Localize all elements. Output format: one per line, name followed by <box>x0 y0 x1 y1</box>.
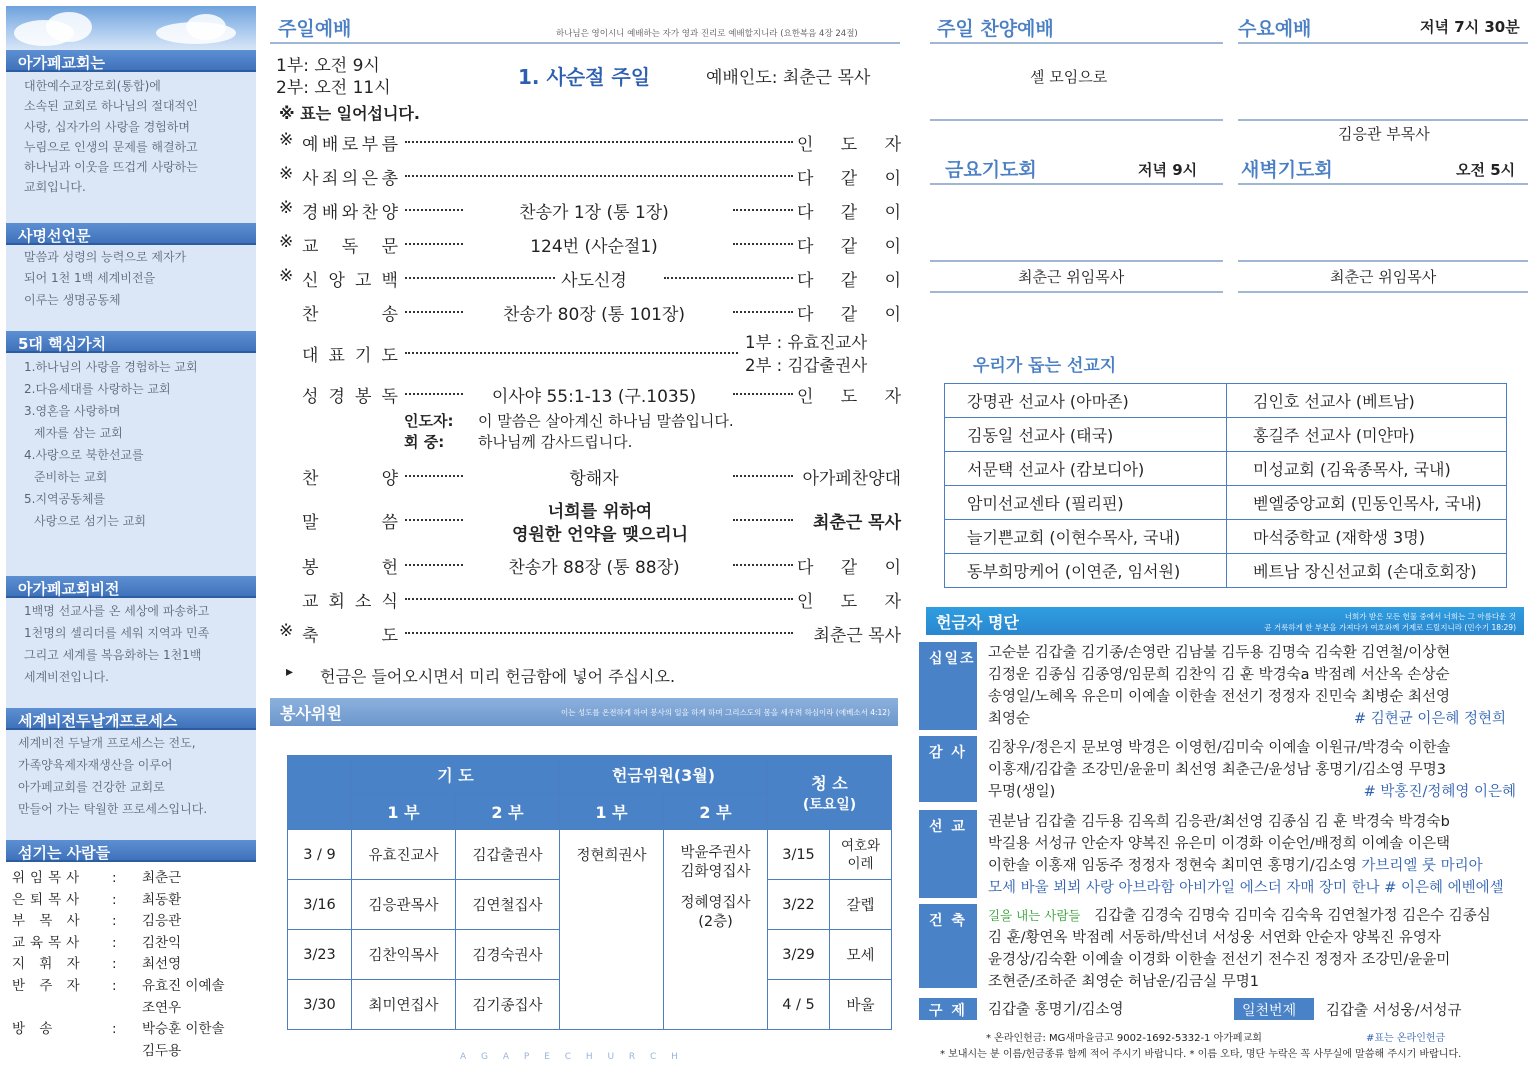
service-title: 봉사위원 <box>280 704 342 723</box>
dot-leader <box>405 632 793 634</box>
order-item-detail: 이사야 55:1-13 (구.1035) <box>491 387 697 407</box>
stand-mark-icon: ※ <box>279 130 294 150</box>
givers-verse-2: 곧 거룩하게 한 부분을 가져다가 여호와께 거제로 드릴지니라 (민수기 18:29) <box>1264 623 1516 632</box>
divider <box>930 42 1223 44</box>
about-section <box>6 50 256 198</box>
dot-leader <box>405 277 555 279</box>
order-item-name: 신 앙 고 백 <box>302 271 398 291</box>
dawn-title: 새벽기도회 <box>1241 159 1333 181</box>
wed-title: 수요예배 <box>1238 18 1312 40</box>
worship-leader: 예배인도: 최춘근 목사 <box>706 68 871 88</box>
people-title: 섬기는 사람들 <box>6 840 256 862</box>
dot-leader <box>733 393 793 395</box>
givers-verse-1: 너희가 받은 모든 헌물 중에서 너희는 그 아름다운 것 <box>1344 612 1516 621</box>
tithe-list: 고순분 김갑출 김기종/손영란 김남불 김두용 김명숙 김숙환 김연철/이상현 김정운 김종심 김종영/임문희 김찬익 김 훈 박경숙a 박점례 서산옥 손상순 송영일/노혜옥 유은미 이예솔 이한솔 전선기 정정자 진민숙 최병순 최선영 최영순 # 김현균 이은혜 정현희 <box>988 645 1506 727</box>
header-prayer: 기 도 <box>352 756 560 794</box>
praise-title: 주일 찬양예배 <box>937 18 1054 40</box>
dot-leader <box>405 209 463 211</box>
dot-leader <box>733 243 793 245</box>
order-item-role: 아가페찬양대 <box>802 469 901 489</box>
dot-leader <box>405 519 463 521</box>
people-row: 방 송 : 박승훈 이한솔 <box>12 1021 225 1038</box>
online-mark-note: #표는 온라인헌금 <box>1366 1033 1446 1044</box>
sermon-title-2: 영원한 언약을 맺으리니 <box>511 525 689 545</box>
wed-time: 저녁 7시 30분 <box>1420 18 1520 36</box>
dot-leader <box>405 311 463 313</box>
missions-table <box>944 383 1507 588</box>
divider <box>930 183 1223 185</box>
offering-note: 헌금은 들어오시면서 미리 헌금함에 넣어 주십시오. <box>320 667 676 686</box>
order-item-name: 말 씀 <box>302 513 398 533</box>
table-row: 3/23 김찬익목사 김경숙권사 3/29 모세 <box>288 930 892 980</box>
divider <box>1238 183 1528 185</box>
dot-leader <box>405 598 793 600</box>
service-table <box>287 755 892 1030</box>
dot-leader <box>733 311 793 313</box>
divider <box>1238 260 1528 262</box>
table-row: 3/16 김응관목사 김연철집사 3/22 갈렙 <box>288 880 892 930</box>
stand-mark-icon: ※ <box>279 266 294 286</box>
order-item-name: 경 배 와 찬 양 <box>302 203 398 223</box>
table-row: 암미선교센타 (필리핀) 벧엘중앙교회 (민동인목사, 국내) <box>945 486 1507 520</box>
order-item-role: 다 같 이 <box>797 271 901 291</box>
people-row: 조연우 <box>142 999 182 1016</box>
order-item-name: 찬 양 <box>302 469 398 489</box>
dawn-time: 오전 5시 <box>1456 161 1516 179</box>
dot-leader <box>733 564 793 566</box>
divider <box>270 42 900 44</box>
people-row: 지 휘 자 : 최선영 <box>12 956 182 973</box>
people-row: 위임목사 : 최춘근 <box>12 870 182 886</box>
time-first: 1부: 오전 9시 <box>276 56 380 76</box>
dot-leader <box>405 352 738 354</box>
reading-cong-text: 하나님께 감사드립니다. <box>478 433 633 451</box>
order-item-role: 다 같 이 <box>797 237 901 257</box>
stand-mark-icon: ※ <box>279 164 294 184</box>
order-item-name: 교 회 소 식 <box>302 592 398 612</box>
ilcheon-list: 김갑출 서성웅/서성규 <box>1326 1003 1462 1019</box>
sunday-name: 1. 사순절 주일 <box>518 65 651 89</box>
table-subheader-row: 1 부 2 부 1 부 2 부 <box>288 794 892 830</box>
prayer-second: 2부 : 김갑출권사 <box>745 356 868 375</box>
order-item-detail: 사도신경 <box>561 271 627 291</box>
people-row: 은퇴목사 : 최동환 <box>12 891 182 908</box>
divider <box>930 260 1223 262</box>
online-note: * 온라인헌금: MG새마을금고 9002-1692-5332-1 아가페교회 <box>986 1033 1262 1044</box>
givers-title: 헌금자 명단 <box>936 613 1019 632</box>
order-item-role: 최춘근 목사 <box>813 626 901 646</box>
fri-leader: 최춘근 위임목사 <box>1018 268 1125 286</box>
table-row: 늘기쁜교회 (이현수목사, 국내) 마석중학교 (재학생 3명) <box>945 520 1507 554</box>
vision-section <box>6 576 256 688</box>
order-item-name: 교 독 문 <box>302 237 398 257</box>
relief-list: 김갑출 홍명기/김소영 <box>988 1002 1124 1018</box>
dot-leader <box>664 277 793 279</box>
service-bar <box>270 698 898 726</box>
header-offering: 헌금위원(3월) <box>560 756 768 794</box>
process-text: 세계비전 두날개 프로세스는 전도, 가족양육제자재생산을 이루어 아가페교회를 건강한 교회로 만들어 가는 탁월한 프로세스입니다. <box>18 736 208 816</box>
divider <box>930 291 1223 293</box>
missions-title: 우리가 돕는 선교지 <box>973 356 1117 376</box>
dot-leader <box>733 475 793 477</box>
fri-time: 저녁 9시 <box>1138 161 1198 179</box>
order-item-detail: 124번 (사순절1) <box>530 237 658 257</box>
order-item-detail: 항해자 <box>569 469 619 489</box>
order-item-role: 인 도 자 <box>797 135 901 155</box>
order-item-role: 최춘근 목사 <box>812 513 901 533</box>
wed-leader: 김응관 부목사 <box>1338 125 1430 143</box>
order-item-name: 대 표 기 도 <box>302 346 398 366</box>
offering-second: 박윤주권사 김화영집사 정혜영집사 (2층) <box>664 830 768 1030</box>
build-list: 길을 내는 사람들 김갑출 김경숙 김명숙 김미숙 김숙육 김연철가정 김은수 김종심 김 훈/황연옥 박점례 서동하/박선녀 서성웅 서연화 안순자 양복진 유영자 윤경상/김숙환 이예솔 이경화 이한솔 전선기 전수진 정정자 조강민/윤윤미 조현준/조하준 최영순 허남운/김금실 무명1 <box>988 908 1491 990</box>
left-sidebar <box>6 6 256 1074</box>
reading-leader-text: 이 말씀은 살아계신 하나님 말씀입니다. <box>478 412 734 430</box>
order-item-role: 다 같 이 <box>797 203 901 223</box>
values-text: 1.하나님의 사랑을 경험하는 교회 2.다음세대를 사랑하는 교회 3.영혼을 사랑하며 제자를 삼는 교회 4.사랑으로 북한선교를 준비하는 교회 5.지역공동체를 사랑으로 섬기는 교회 <box>24 360 198 528</box>
divider <box>1238 119 1528 121</box>
order-item-role: 다 같 이 <box>797 305 901 325</box>
divider <box>1238 42 1528 44</box>
church-footer: A G A P E C H U R C H <box>460 1052 684 1062</box>
stand-mark-icon: ※ <box>279 621 294 641</box>
vision-title: 아가페교회비전 <box>6 576 256 598</box>
sermon-title-1: 너희를 위하여 <box>547 502 653 522</box>
mission-give-list: 권분남 김갑출 김두용 김옥희 김응관/최선영 김종심 김 훈 박경숙 박경숙b 박길용 서성규 안순자 양복진 유은미 이경화 이순언/배정희 이예솔 이은택 이한솔 이홍재 임동주 정정자 정현숙 최미연 홍명기/김소영 가브리엘 룻 마리아 모세 바울 뵈뵈 사랑 아브라함 아비가일 에스더 자매 장미 한나 # 이은혜 에벤에셀 <box>988 814 1504 896</box>
people-section <box>6 840 256 1074</box>
sky-banner <box>6 6 256 50</box>
order-item-role: 인 도 자 <box>797 387 901 407</box>
about-title: 아가페교회는 <box>6 50 256 72</box>
header-clean: 청 소 (토요일) <box>768 756 892 830</box>
table-header-row <box>288 756 892 794</box>
order-item-name: 축 도 <box>302 626 398 646</box>
mission-text: 말씀과 성령의 능력으로 제자가 되어 1천 1백 세계비전을 이루는 생명공동체 <box>24 250 187 307</box>
order-item-detail: 찬송가 1장 (통 1장) <box>519 203 669 223</box>
table-row: 3 / 9 유효진교사 김갑출권사 정현희권사 박윤주권사 김화영집사 정혜영집사 (2층) 3/15 여호와 이레 <box>288 830 892 880</box>
stand-mark-icon: ※ <box>279 232 294 252</box>
table-row: 3/30 최미연집사 김기종집사 4 / 5 바울 <box>288 980 892 1030</box>
thanks-label: 감 사 <box>919 736 977 802</box>
vision-text: 1백명 선교사를 온 세상에 파송하고 1천명의 셀리더를 세워 지역과 민족 그리고 세계를 복음화하는 1천1백 세계비전입니다. <box>24 604 210 684</box>
process-section <box>6 708 256 820</box>
values-section <box>6 331 256 532</box>
worship-title: 주일예배 <box>278 18 352 40</box>
dot-leader <box>405 564 463 566</box>
worship-verse: 하나님은 영이시니 예배하는 자가 영과 진리로 예배할지니라 (요한복음 4장 24절) <box>556 29 858 39</box>
order-item-name: 사 죄 의 은 총 <box>302 169 398 189</box>
relief-label: 구 제 <box>919 998 977 1020</box>
about-text: 대한예수교장로회(통합)에 소속된 교회로 하나님의 절대적인 사랑, 십자가의 사랑을 경험하며 누림으로 인생의 문제를 해결하고 하나님과 이웃을 뜨겁게 사랑하는 교회입니다. <box>24 79 198 195</box>
mission-give-label: 선 교 <box>919 810 977 898</box>
mission-title: 사명선언문 <box>6 223 256 245</box>
divider <box>930 119 1223 121</box>
order-item-name: 봉 헌 <box>302 558 398 578</box>
prayer-first: 1부 : 유효진교사 <box>745 333 868 352</box>
order-item-name: 성 경 봉 독 <box>302 387 398 407</box>
dot-leader <box>405 393 463 395</box>
dot-leader <box>405 141 793 143</box>
people-list <box>6 862 256 1062</box>
order-item-role: 인 도 자 <box>797 592 901 612</box>
thanks-list: 김창우/정은지 문보영 박경은 이영헌/김미숙 이예솔 이원규/박경숙 이한솔 이홍재/김갑출 조강민/윤윤미 최선영 최춘근/윤성남 홍명기/김소영 무명3 무명(생일) # 박홍진/정혜영 이은혜 <box>988 740 1516 800</box>
dot-leader <box>405 175 793 177</box>
name-note: * 보내시는 분 이름/헌금종류 함께 적어 주시기 바랍니다. * 이름 오타, 명단 누락은 꼭 사무실에 말씀해 주시기 바랍니다. <box>940 1049 1462 1060</box>
table-row: 동부희망케어 (이연준, 임서원) 베트남 장신선교회 (손대호회장) <box>945 554 1507 588</box>
ilcheon-label: 일천번제 <box>1234 998 1314 1020</box>
people-row: 부 목 사 : 김응관 <box>12 913 182 930</box>
dot-leader <box>405 475 463 477</box>
people-row: 김두용 <box>142 1042 182 1059</box>
dawn-leader: 최춘근 위임목사 <box>1330 268 1437 286</box>
order-item-role: 다 같 이 <box>797 169 901 189</box>
divider <box>1238 291 1528 293</box>
order-item-detail: 찬송가 80장 (통 101장) <box>502 305 686 325</box>
build-label: 건 축 <box>919 904 977 988</box>
stand-mark-icon: ※ <box>279 198 294 218</box>
people-row: 반 주 자 : 유효진 이예솔 <box>12 977 225 994</box>
reading-cong-label: 회 중: <box>404 433 445 451</box>
order-item-detail: 찬송가 88장 (통 88장) <box>508 558 680 578</box>
time-second: 2부: 오전 11시 <box>276 78 391 98</box>
order-item-name: 찬 송 <box>302 305 398 325</box>
dot-leader <box>405 243 463 245</box>
dot-leader <box>733 519 793 521</box>
stand-note: ※ 표는 일어섭니다. <box>279 104 420 123</box>
table-row: 서문택 선교사 (캄보디아) 미성교회 (김육종목사, 국내) <box>945 452 1507 486</box>
dot-leader <box>733 209 793 211</box>
arrow-icon: ▸ <box>286 664 294 680</box>
values-title: 5대 핵심가치 <box>6 331 256 353</box>
fri-title: 금요기도회 <box>945 159 1037 181</box>
tithe-label: 십일조 <box>919 642 977 730</box>
order-item-name: 예 배 로 부 름 <box>302 135 398 155</box>
process-title: 세계비전두날개프로세스 <box>6 708 256 730</box>
service-verse: 이는 성도를 온전하게 하여 봉사의 일을 하게 하며 그리스도의 몸을 세우려 하심이라 (에베소서 4:12) <box>561 708 890 717</box>
mission-section <box>6 223 256 311</box>
order-item-role: 다 같 이 <box>797 558 901 578</box>
givers-bar <box>926 607 1524 635</box>
people-row: 교육목사 : 김찬익 <box>12 934 182 951</box>
table-row: 김동일 선교사 (태국) 홍길주 선교사 (미얀마) <box>945 418 1507 452</box>
table-row: 강명관 선교사 (아마존) 김인호 선교사 (베트남) <box>945 384 1507 418</box>
reading-leader-label: 인도자: <box>404 412 454 430</box>
offering-first: 정현희권사 <box>560 830 664 1030</box>
praise-text: 셀 모임으로 <box>1030 68 1108 86</box>
